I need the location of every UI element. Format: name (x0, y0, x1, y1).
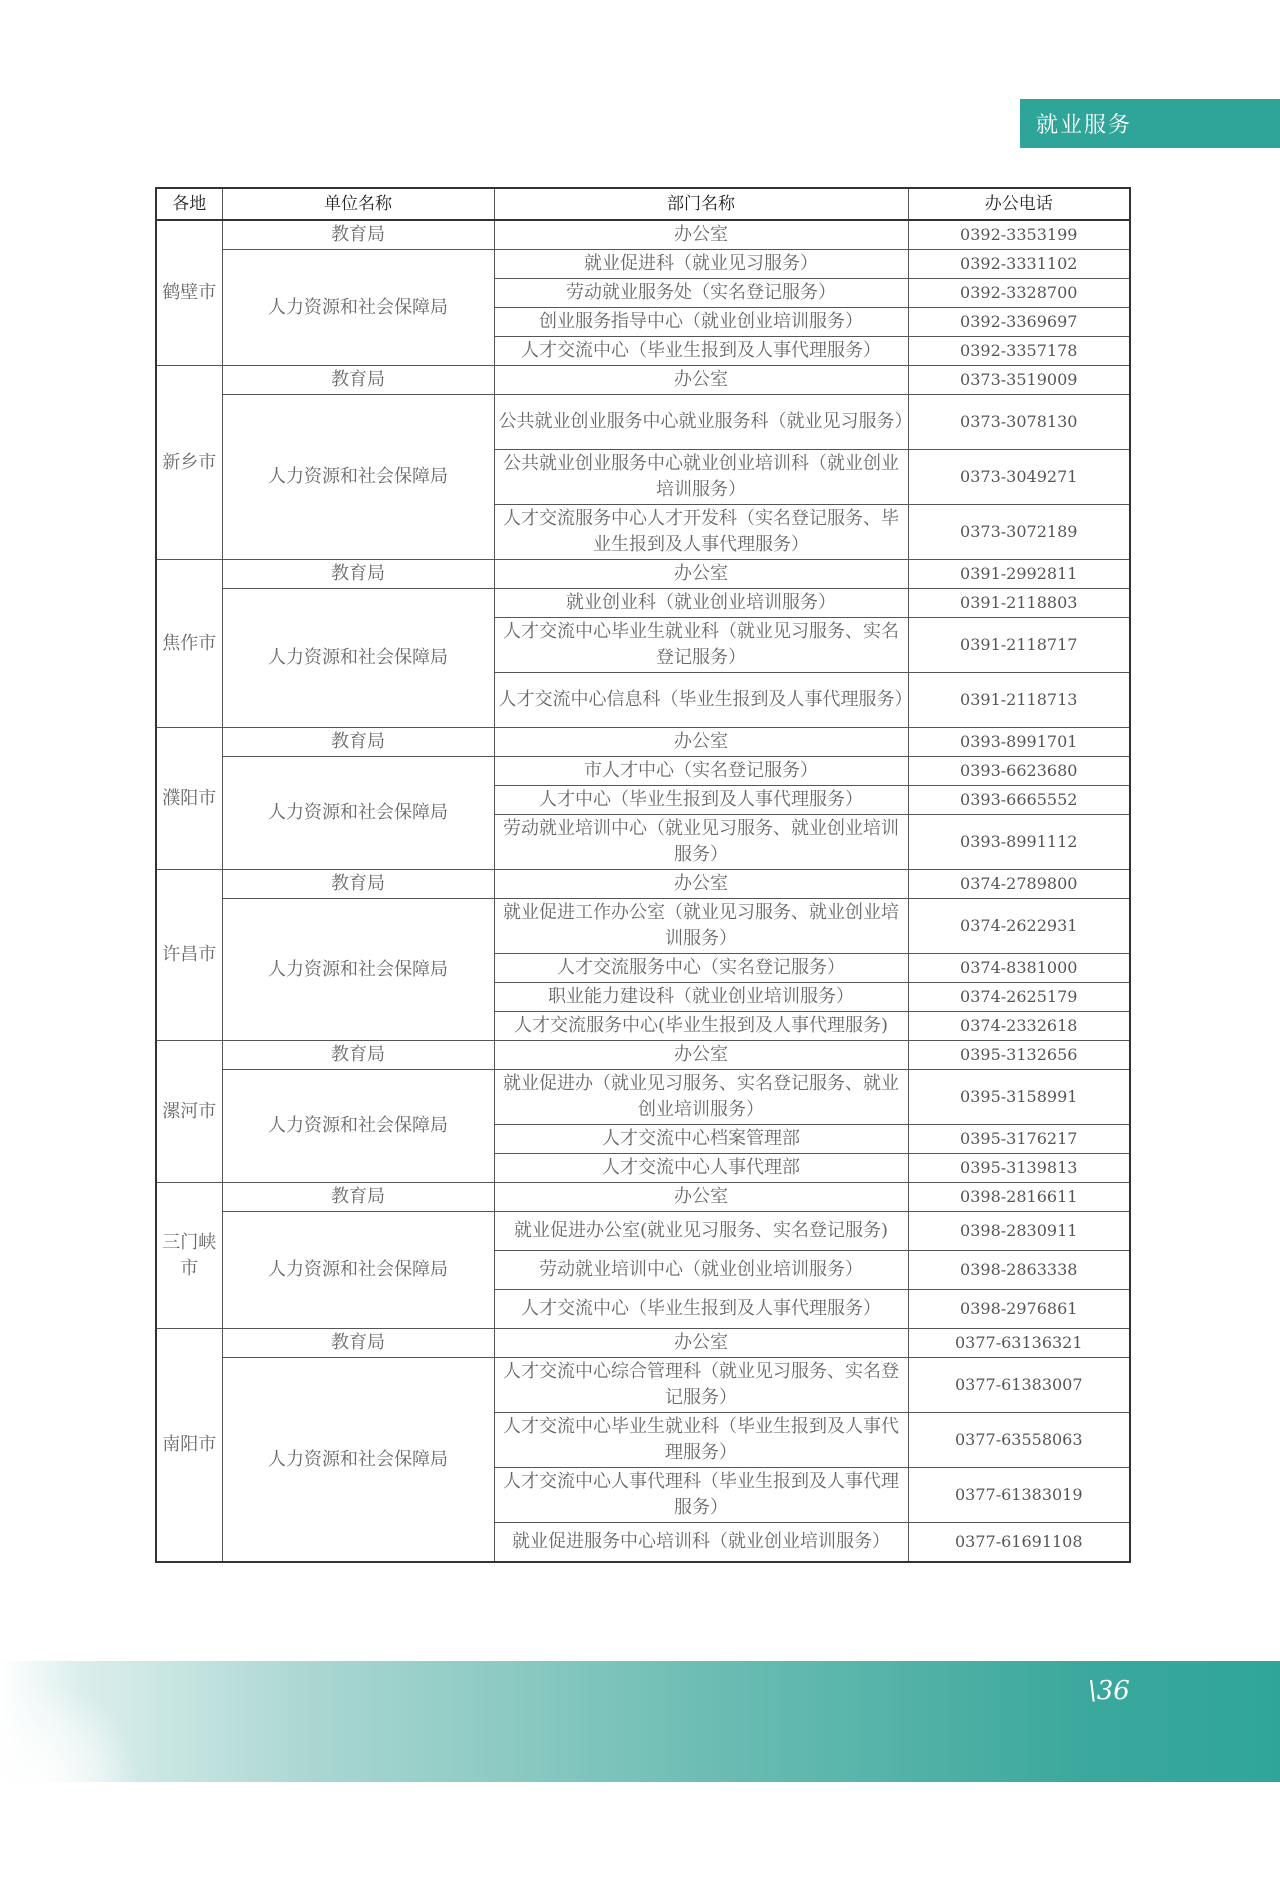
table-body (156, 220, 1130, 1562)
department-cell: 人才交流服务中心人才开发科（实名登记服务、毕业生报到及人事代理服务） (494, 505, 908, 560)
unit-cell: 人力资源和社会保障局 (222, 395, 494, 560)
section-tab: 就业服务 (1020, 99, 1280, 148)
phone-cell: 0398-2863338 (908, 1251, 1130, 1290)
unit-cell: 教育局 (222, 1329, 494, 1358)
region-cell: 濮阳市 (156, 728, 222, 870)
phone-cell: 0374-2625179 (908, 983, 1130, 1012)
region-cell: 三门峡市 (156, 1183, 222, 1329)
phone-cell: 0398-2830911 (908, 1212, 1130, 1251)
phone-cell: 0392-3328700 (908, 279, 1130, 308)
table-row (156, 899, 1130, 954)
unit-cell: 人力资源和社会保障局 (222, 1212, 494, 1329)
table-row (156, 220, 1130, 250)
region-cell: 新乡市 (156, 366, 222, 560)
header-department: 部门名称 (494, 188, 908, 220)
phone-cell: 0398-2976861 (908, 1290, 1130, 1329)
table-row (156, 366, 1130, 395)
page-number: \36 (1088, 1676, 1130, 1706)
department-cell: 人才交流服务中心（实名登记服务） (494, 954, 908, 983)
table-row (156, 870, 1130, 899)
table-row (156, 1212, 1130, 1251)
department-cell: 办公室 (494, 560, 908, 589)
unit-cell: 教育局 (222, 220, 494, 250)
phone-cell: 0373-3049271 (908, 450, 1130, 505)
region-cell: 南阳市 (156, 1329, 222, 1563)
table-row (156, 589, 1130, 618)
phone-cell: 0377-63136321 (908, 1329, 1130, 1358)
department-cell: 劳动就业服务处（实名登记服务） (494, 279, 908, 308)
unit-cell: 教育局 (222, 870, 494, 899)
table-row (156, 1070, 1130, 1125)
phone-cell: 0374-8381000 (908, 954, 1130, 983)
unit-cell: 人力资源和社会保障局 (222, 1070, 494, 1183)
department-cell: 人才交流中心综合管理科（就业见习服务、实名登记服务） (494, 1358, 908, 1413)
phone-cell: 0374-2332618 (908, 1012, 1130, 1041)
department-cell: 就业促进服务中心培训科（就业创业培训服务） (494, 1523, 908, 1563)
department-cell: 就业促进科（就业见习服务） (494, 250, 908, 279)
department-cell: 就业促进工作办公室（就业见习服务、就业创业培训服务） (494, 899, 908, 954)
table-row (156, 560, 1130, 589)
table-row (156, 395, 1130, 450)
phone-cell: 0391-2118803 (908, 589, 1130, 618)
department-cell: 市人才中心（实名登记服务） (494, 757, 908, 786)
phone-cell: 0391-2118717 (908, 618, 1130, 673)
department-cell: 公共就业创业服务中心就业服务科（就业见习服务） (494, 395, 908, 450)
phone-cell: 0392-3331102 (908, 250, 1130, 279)
contact-table (155, 187, 1131, 1563)
department-cell: 办公室 (494, 220, 908, 250)
department-cell: 办公室 (494, 1183, 908, 1212)
region-cell: 焦作市 (156, 560, 222, 728)
phone-cell: 0393-6623680 (908, 757, 1130, 786)
department-cell: 人才交流中心毕业生就业科（就业见习服务、实名登记服务） (494, 618, 908, 673)
department-cell: 创业服务指导中心（就业创业培训服务） (494, 308, 908, 337)
department-cell: 办公室 (494, 366, 908, 395)
department-cell: 人才交流中心人事代理科（毕业生报到及人事代理服务） (494, 1468, 908, 1523)
header-unit: 单位名称 (222, 188, 494, 220)
unit-cell: 教育局 (222, 1183, 494, 1212)
phone-cell: 0391-2118713 (908, 673, 1130, 728)
department-cell: 劳动就业培训中心（就业见习服务、就业创业培训服务） (494, 815, 908, 870)
phone-cell: 0377-61383007 (908, 1358, 1130, 1413)
phone-cell: 0393-8991112 (908, 815, 1130, 870)
department-cell: 职业能力建设科（就业创业培训服务） (494, 983, 908, 1012)
department-cell: 就业创业科（就业创业培训服务） (494, 589, 908, 618)
unit-cell: 教育局 (222, 728, 494, 757)
phone-cell: 0374-2789800 (908, 870, 1130, 899)
unit-cell: 教育局 (222, 1041, 494, 1070)
department-cell: 办公室 (494, 870, 908, 899)
table-row (156, 1041, 1130, 1070)
table-row (156, 1358, 1130, 1413)
unit-cell: 人力资源和社会保障局 (222, 250, 494, 366)
phone-cell: 0395-3176217 (908, 1125, 1130, 1154)
phone-cell: 0395-3158991 (908, 1070, 1130, 1125)
unit-cell: 人力资源和社会保障局 (222, 1358, 494, 1563)
phone-cell: 0395-3139813 (908, 1154, 1130, 1183)
department-cell: 办公室 (494, 1041, 908, 1070)
phone-cell: 0392-3353199 (908, 220, 1130, 250)
table-row (156, 1329, 1130, 1358)
department-cell: 人才交流中心毕业生就业科（毕业生报到及人事代理服务） (494, 1413, 908, 1468)
phone-cell: 0377-61691108 (908, 1523, 1130, 1563)
phone-cell: 0377-63558063 (908, 1413, 1130, 1468)
phone-cell: 0373-3519009 (908, 366, 1130, 395)
table-row (156, 728, 1130, 757)
department-cell: 人才中心（毕业生报到及人事代理服务） (494, 786, 908, 815)
department-cell: 人才交流中心（毕业生报到及人事代理服务） (494, 1290, 908, 1329)
table-row (156, 757, 1130, 786)
department-cell: 人才交流中心信息科（毕业生报到及人事代理服务） (494, 673, 908, 728)
unit-cell: 教育局 (222, 560, 494, 589)
phone-cell: 0377-61383019 (908, 1468, 1130, 1523)
region-cell: 鹤壁市 (156, 220, 222, 366)
table-row (156, 1183, 1130, 1212)
department-cell: 人才交流服务中心(毕业生报到及人事代理服务) (494, 1012, 908, 1041)
department-cell: 办公室 (494, 728, 908, 757)
header-phone: 办公电话 (908, 188, 1130, 220)
table-header-row (156, 188, 1130, 220)
department-cell: 就业促进办公室(就业见习服务、实名登记服务) (494, 1212, 908, 1251)
table-row (156, 250, 1130, 279)
phone-cell: 0373-3072189 (908, 505, 1130, 560)
phone-cell: 0398-2816611 (908, 1183, 1130, 1212)
phone-cell: 0373-3078130 (908, 395, 1130, 450)
unit-cell: 教育局 (222, 366, 494, 395)
unit-cell: 人力资源和社会保障局 (222, 899, 494, 1041)
department-cell: 就业促进办（就业见习服务、实名登记服务、就业创业培训服务） (494, 1070, 908, 1125)
phone-cell: 0392-3357178 (908, 337, 1130, 366)
phone-cell: 0392-3369697 (908, 308, 1130, 337)
department-cell: 人才交流中心档案管理部 (494, 1125, 908, 1154)
phone-cell: 0393-8991701 (908, 728, 1130, 757)
phone-cell: 0374-2622931 (908, 899, 1130, 954)
phone-cell: 0395-3132656 (908, 1041, 1130, 1070)
header-region: 各地 (156, 188, 222, 220)
department-cell: 人才交流中心（毕业生报到及人事代理服务） (494, 337, 908, 366)
department-cell: 办公室 (494, 1329, 908, 1358)
phone-cell: 0391-2992811 (908, 560, 1130, 589)
unit-cell: 人力资源和社会保障局 (222, 589, 494, 728)
unit-cell: 人力资源和社会保障局 (222, 757, 494, 870)
region-cell: 漯河市 (156, 1041, 222, 1183)
phone-cell: 0393-6665552 (908, 786, 1130, 815)
department-cell: 劳动就业培训中心（就业创业培训服务） (494, 1251, 908, 1290)
region-cell: 许昌市 (156, 870, 222, 1041)
department-cell: 人才交流中心人事代理部 (494, 1154, 908, 1183)
department-cell: 公共就业创业服务中心就业创业培训科（就业创业培训服务） (494, 450, 908, 505)
